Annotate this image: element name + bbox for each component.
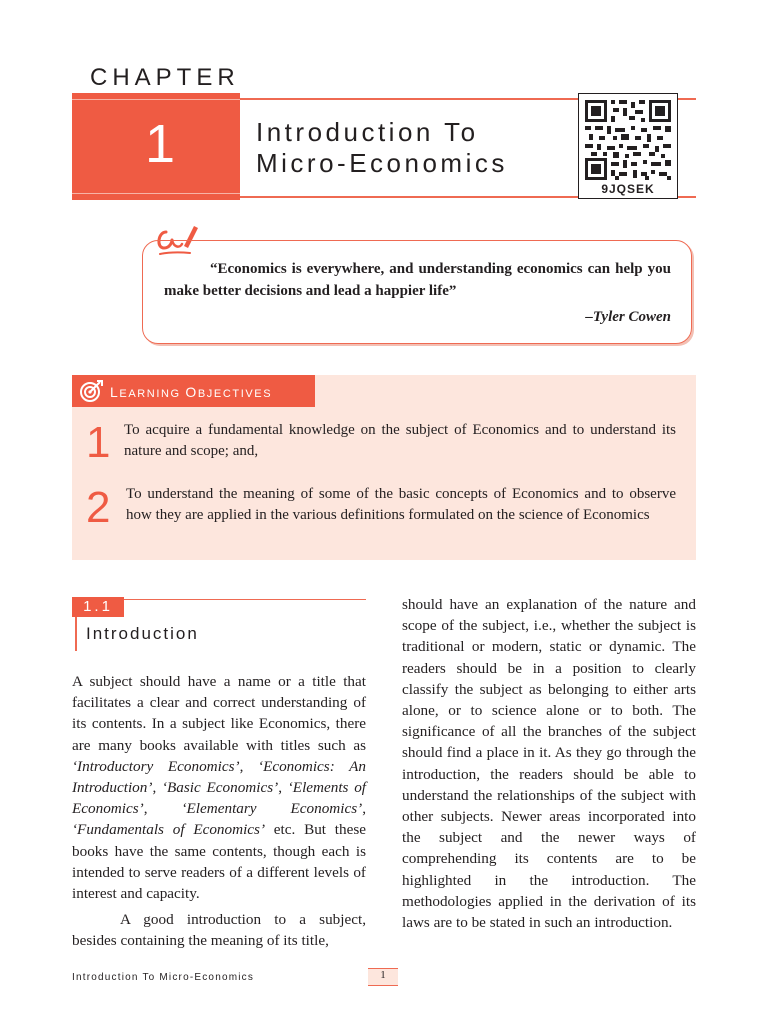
section-title: Introduction [86,624,199,643]
footer-running-title: Introduction To Micro-Economics [72,972,255,983]
section-side-rule [75,617,77,651]
chapter-title-line2: Micro-Economics [256,148,508,178]
qr-code-label: 9JQSEK [601,182,655,196]
body-paragraph: should have an explanation of the nature and scope of the subject, i.e., whether the subject is traditional or modern, static or dynamic. The readers should be in a position to clearly classify the subject as belonging to either arts alone, or to science alone or to both. The significance of all the branches of the subject should find a place in it. As they go through the introduction, the readers should be able to understand the relationships of the subject with other subjects. Newer areas incorporated into the subject and the newer ways of comprehending its contents are to be highlighted in the introduction. The methodologies applied in the derivation of its laws are to be stated in such an introduction. [402,596,696,932]
chapter-number: 1 [144,114,176,174]
chapter-number-box [72,93,240,200]
learning-objectives-title: LEARNING OBJECTIVES [110,384,273,400]
body-paragraph: A good introduction to a subject, besides containing the meaning of its title, [72,911,366,950]
qr-code[interactable] [578,93,678,199]
page-number: 1 [380,969,386,981]
objective-text: To acquire a fundamental knowledge on the subject of Economics and to understand its nature and scope; and, [124,422,676,459]
body-left-column [72,671,366,952]
objective-number: 2 [86,483,111,532]
chapter-title-line1: Introduction To [256,117,479,147]
quote-text: “Economics is everywhere, and understanding economics can help you make better decisions and lead a happier life” [164,261,671,299]
target-icon [78,379,104,408]
chapter-label: CHAPTER [90,64,240,91]
objective-number: 1 [86,418,111,467]
qr-code-icon [585,100,671,180]
section-rule [124,599,366,600]
section-number: 1.1 [83,598,113,615]
body-paragraph: A subject should have a name or a title that facilitates a clear and correct understanding of its contents. In a subject like Economics, there are many books available with titles such as ‘Introductory Economics’, ‘Economics: An Introduction’, ‘Basic Economics’, ‘Elements of Economics’, ‘Elementary Economics’, ‘Fundamentals of Economics’ etc. But these books have the same contents, though each is intended to serve readers of a different levels of interest and capacity. [72,673,367,903]
quote-author: –Tyler Cowen [585,309,671,325]
objective-text: To understand the meaning of some of the basic concepts of Economics and to observe how they are applied in the various definitions formulated on the science of Economics [126,486,676,523]
body-right-column [402,594,696,933]
